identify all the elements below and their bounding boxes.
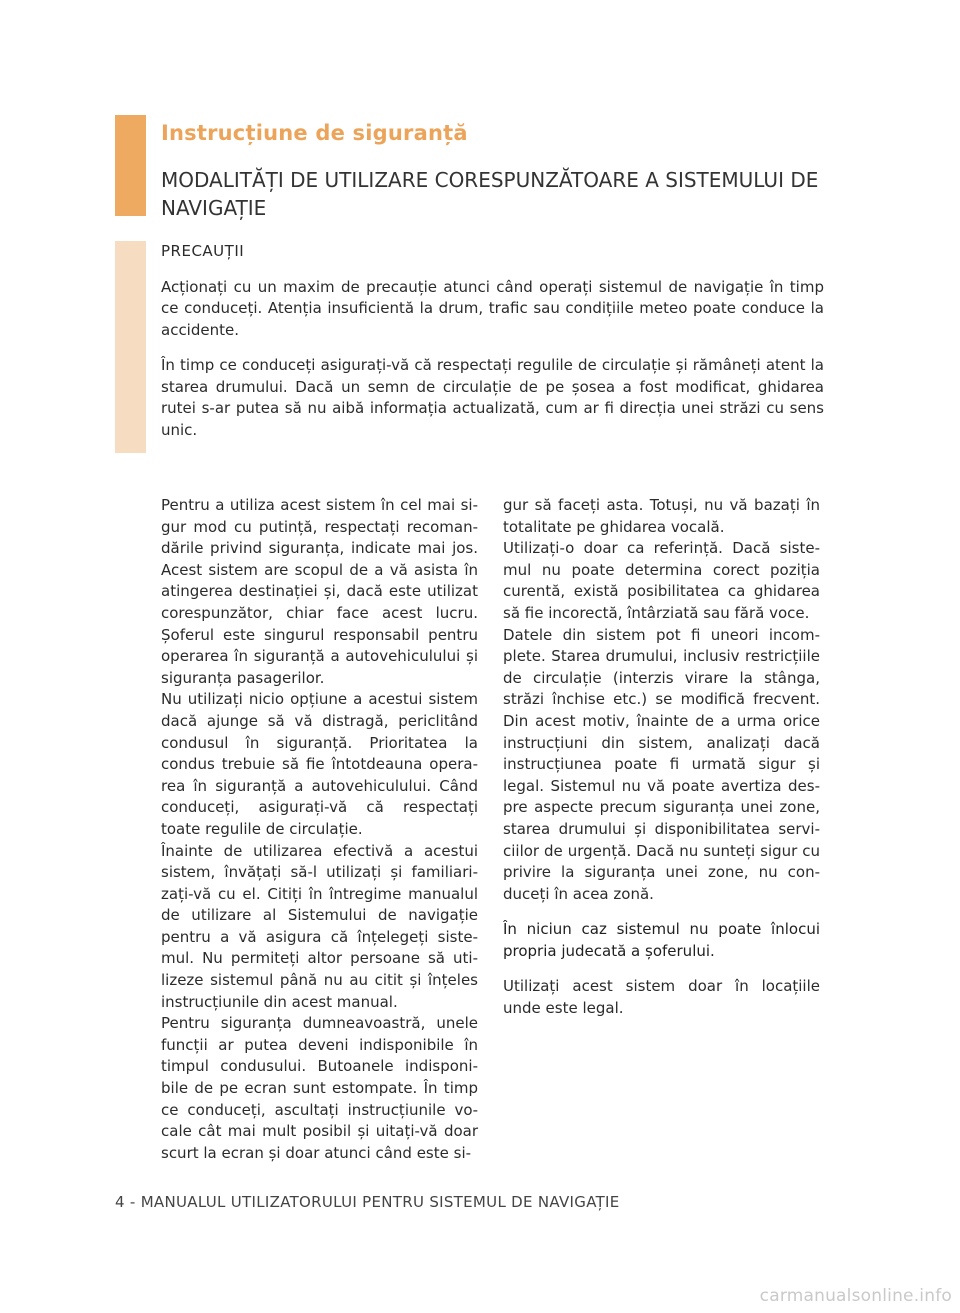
body-paragraph: Datele din sistem pot fi uneori incomplete. Starea drumului, inclusiv restricțiile de circulație (interzis virare la stânga, străzi închise etc.) se modifică frecvent. Din acest motiv, înainte de a urma orice instrucțiuni din sistem, analizați dacă instrucțiunea poate fi urmată sigur și legal. Sistemul nu vă poate avertiza despre aspecte precum siguranța unei zone, starea drumului și disponibilitatea serviciilor de urgență. Dacă nu sunteți sigur cu privire la siguranța unei zone, nu conduceți în acea zonă. [503,625,820,903]
right-column [503,495,820,1020]
page-footer: 4 - MANUALUL UTILIZATORULUI PENTRU SISTEMUL DE NAVIGAȚIE [115,1193,620,1211]
body-paragraph: Nu utilizați nicio opțiune a acestui sistem dacă ajunge să vă distragă, periclitând condusul în siguranță. Prioritatea la condus trebuie să fie întotdeauna operarea în siguranță a autovehiculului. Când conduceți, asigurați-vă că respectați toate regulile de circulație. [161,690,478,838]
body-paragraph: Utilizați acest sistem doar în locațiile unde este legal. [503,977,820,1018]
body-paragraph: Pentru a utiliza acest sistem în cel mai sigur mod cu putință, respectați recomandările privind siguranța, indicate mai jos. Acest sistem are scopul de a vă asista în atingerea destinației și, dacă este utilizat corespunzător, chiar face acest lucru. Șoferul este singurul responsabil pentru operarea în siguranță a autovehiculului și siguranța pasagerilor. [161,496,478,687]
page-title: Instrucțiune de siguranță [161,121,468,145]
precautions-paragraph: Acționați cu un maxim de precauție atunci când operați sistemul de navigație în timp ce conduceți. Atenția insuficientă la drum, trafic sau condițiile meteo poate conduce la accidente. [161,277,824,339]
precautions-box [161,241,824,455]
precautions-label: PRECAUȚII [161,242,245,260]
emphasis-paragraph: În niciun caz sistemul nu poate înlocui propria judecată a șoferului. [503,920,820,960]
precautions-paragraph: În timp ce conduceți asigurați-vă că respectați regulile de circulație și rămâneți atent la starea drumului. Dacă un semn de circulație de pe șosea a fost modificat, ghidarea rutei s-ar putea să nu aibă informația actualizată, cum ar fi direcția unei străzi cu sens unic. [161,356,824,439]
body-paragraph: Înainte de utilizarea efectivă a acestui sistem, învățați să-l utilizați și familiarizați-vă cu el. Citiți în întregime manualul de utilizare al Sistemului de navigație pentru a vă asigura că înțelegeți sistemul. Nu permiteți altor persoane să utilizeze sistemul până nu au citit și înțeles instrucțiunile din acest manual. [161,841,478,1011]
watermark: carmanualsonline.info [759,1286,952,1306]
precautions-accent-bar [115,241,146,453]
body-paragraph: Pentru siguranța dumneavoastră, unele funcții ar putea deveni indisponibile în timpul condusului. Butoanele indisponibile de pe ecran sunt estompate. În timp ce conduceți, ascultați instrucțiunile vocale cât mai mult posibil și uitați-vă doar scurt la ecran și doar atunci când este si- [161,1014,478,1162]
left-column [161,495,478,1164]
body-paragraph: Utilizați-o doar ca referință. Dacă sistemul nu poate determina corect poziția curentă, există posibilitatea ca ghidarea să fie incorectă, întârziată sau fără voce. [503,539,820,622]
body-paragraph: gur să faceți asta. Totuși, nu vă bazați în totalitate pe ghidarea vocală. [503,496,820,536]
section-subtitle: MODALITĂȚI DE UTILIZARE CORESPUNZĂTOARE A SISTEMULUI DE NAVIGAȚIE [161,168,819,220]
section-accent-bar [115,115,146,216]
